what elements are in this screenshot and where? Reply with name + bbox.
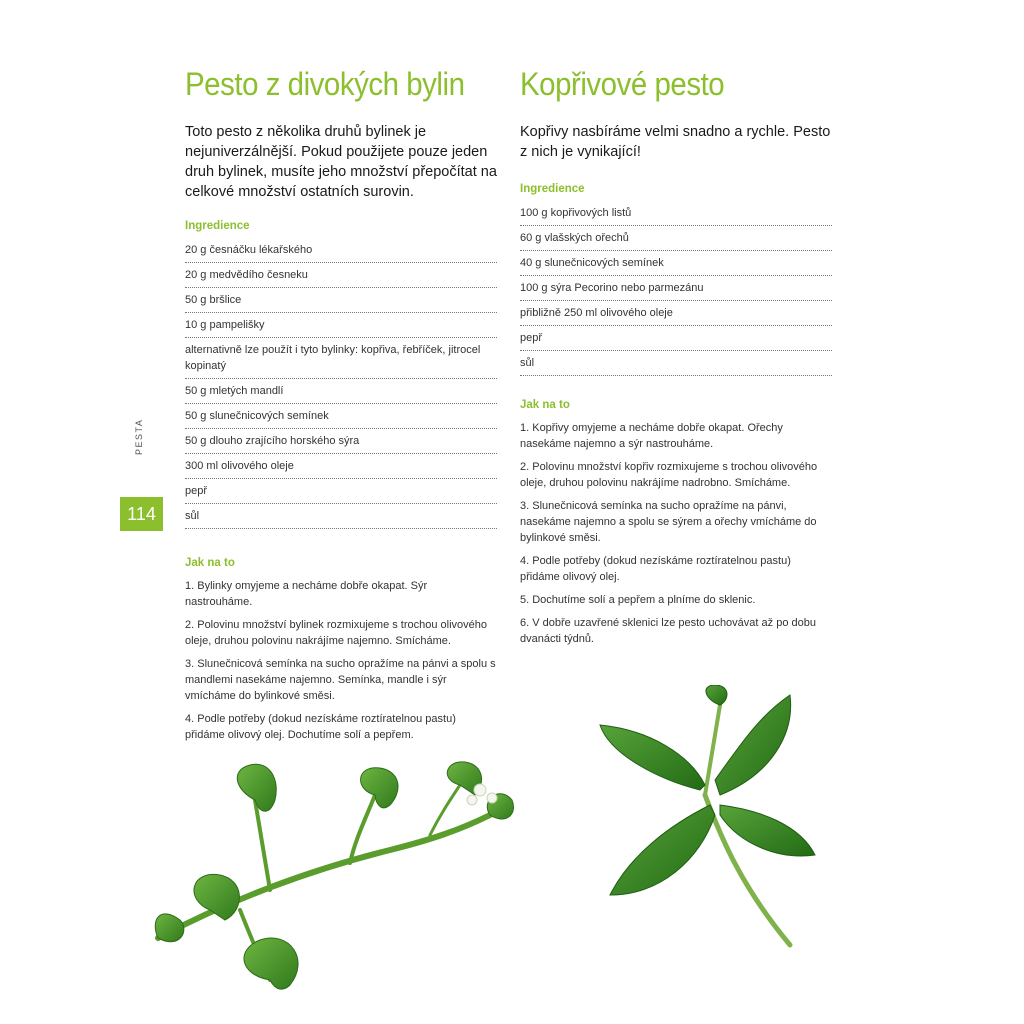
recipe-intro: Toto pesto z několika druhů bylinek je nejuniverzálnější. Pokud použijete pouze jeden druh bylinek, musíte jeho množství přepočítat na celkové množství ostatních surovin.: [185, 124, 497, 200]
ingredient-item: 50 g bršlice: [185, 288, 497, 313]
method-step: 2. Polovinu množství bylinek rozmixujeme s trochou olivového oleje, druhou polovinu nakrájíme najemno. Smícháme.: [185, 619, 488, 647]
ingredients-list: [185, 238, 497, 529]
ingredient-item: sůl: [185, 504, 497, 529]
ingredient-item: 40 g slunečnicových semínek: [520, 251, 832, 276]
ingredient-item: 100 g kopřivových listů: [520, 201, 832, 226]
method-step: 3. Slunečnicová semínka na sucho opražíme na pánvi, nasekáme najemno a spolu se sýrem a ořechy vmícháme do bylinkové směsi.: [520, 500, 817, 544]
ingredients-heading: Ingredience: [185, 220, 250, 232]
ingredient-item: 50 g dlouho zrajícího horského sýra: [185, 429, 497, 454]
ingredient-item: 300 ml olivového oleje: [185, 454, 497, 479]
method-step: 5. Dochutíme solí a pepřem a plníme do sklenic.: [520, 594, 756, 606]
method-step: 3. Slunečnicová semínka na sucho opražíme na pánvi a spolu s mandlemi nasekáme najemno. Semínka, mandle i sýr vmícháme do bylinkové směsi.: [185, 658, 496, 702]
ingredient-item: 60 g vlašských ořechů: [520, 226, 832, 251]
method-steps: [185, 578, 497, 750]
ingredient-item: pepř: [185, 479, 497, 504]
method-steps: [520, 420, 832, 654]
ingredient-item: 50 g mletých mandlí: [185, 379, 497, 404]
method-step: 4. Podle potřeby (dokud nezískáme roztíratelnou pastu) přidáme olivový olej. Dochutíme solí a pepřem.: [185, 713, 456, 741]
ingredient-item: 20 g česnáčku lékařského: [185, 238, 497, 263]
ingredient-item: sůl: [520, 351, 832, 376]
ingredient-item: přibližně 250 ml olivového oleje: [520, 301, 832, 326]
method-heading: Jak na to: [520, 399, 570, 411]
nettle-sprig-photo: [590, 685, 820, 955]
page-number: 114: [120, 497, 163, 531]
recipe-intro: Kopřivy nasbíráme velmi snadno a rychle. Pesto z nich je vynikající!: [520, 124, 831, 160]
method-step: 6. V dobře uzavřené sklenici lze pesto uchovávat až po dobu dvanácti týdnů.: [520, 617, 816, 645]
ingredient-item: 50 g slunečnicových semínek: [185, 404, 497, 429]
method-step: 4. Podle potřeby (dokud nezískáme roztíratelnou pastu) přidáme olivový olej.: [520, 555, 791, 583]
ingredient-item: pepř: [520, 326, 832, 351]
ingredient-item: alternativně lze použít i tyto bylinky: kopřiva, řebříček, jitrocel kopinatý: [185, 338, 497, 379]
ingredients-list: [520, 201, 832, 376]
recipe-title: Kopřivové pesto: [520, 66, 725, 102]
recipe-title: Pesto z divokých bylin: [185, 66, 465, 102]
ingredient-item: 20 g medvědího česneku: [185, 263, 497, 288]
ingredient-item: 10 g pampelišky: [185, 313, 497, 338]
method-step: 2. Polovinu množství kopřiv rozmixujeme s trochou olivového oleje, druhou polovinu nakrájíme nadrobno. Smícháme.: [520, 461, 818, 489]
method-step: 1. Bylinky omyjeme a necháme dobře okapat. Sýr nastrouháme.: [185, 580, 428, 608]
method-step: 1. Kopřivy omyjeme a necháme dobře okapat. Ořechy nasekáme najemno a sýr nastrouháme.: [520, 422, 783, 450]
garlic-mustard-sprig-photo: [140, 760, 520, 1020]
section-label: PESTA: [134, 418, 144, 455]
ingredient-item: 100 g sýra Pecorino nebo parmezánu: [520, 276, 832, 301]
ingredients-heading: Ingredience: [520, 183, 585, 195]
leaves: [155, 762, 513, 989]
method-heading: Jak na to: [185, 557, 235, 569]
